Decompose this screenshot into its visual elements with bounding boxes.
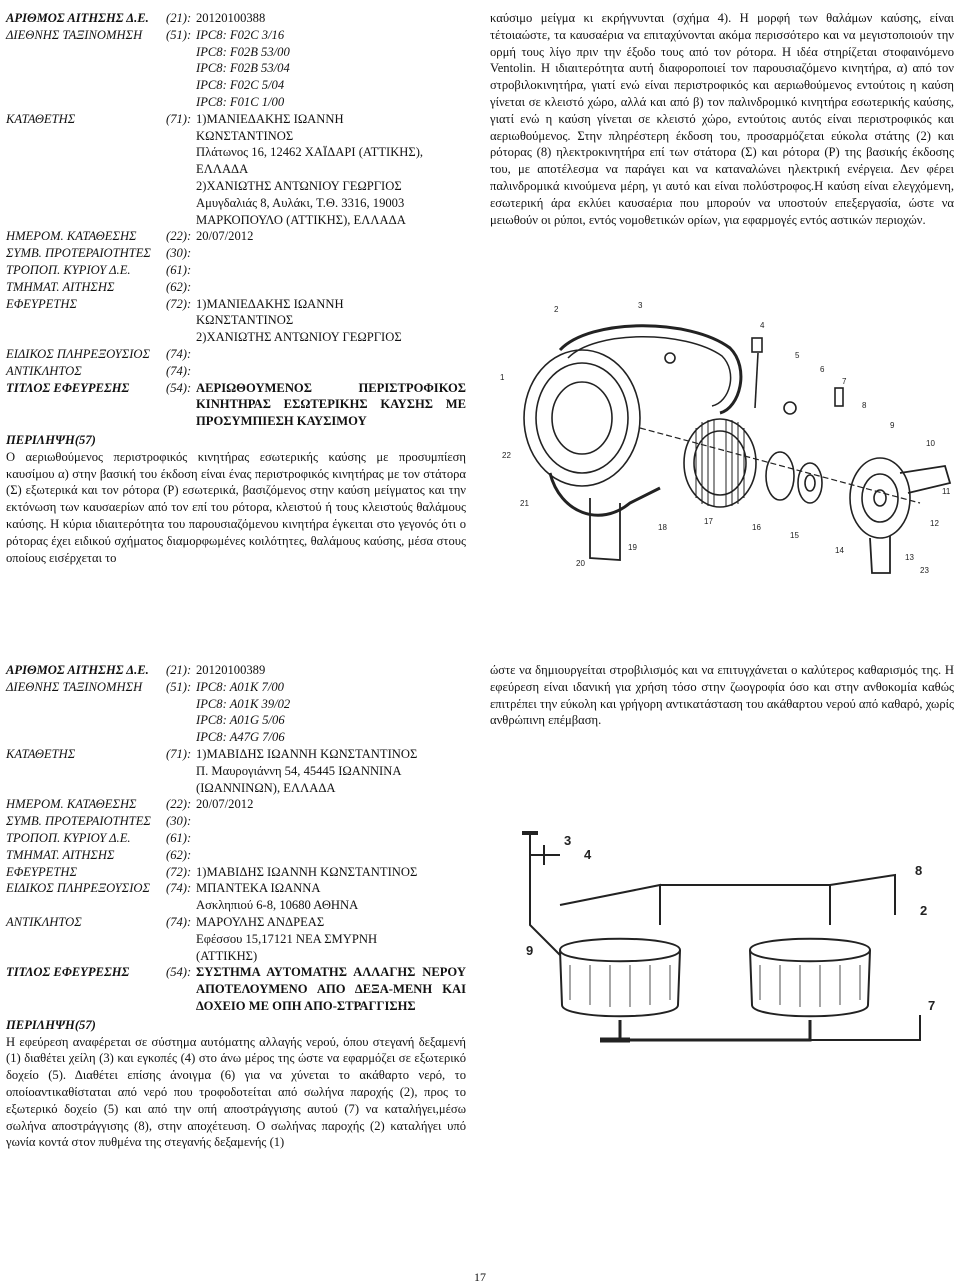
applicant-label: ΚΑΤΑΘΕΤΗΣ	[6, 746, 76, 761]
entry2-div-row	[6, 847, 466, 864]
entry2-abstract-continued	[490, 662, 954, 729]
ipc-label: ΔΙΕΘΝΗΣ ΤΑΞΙΝΟΜΗΣΗ	[6, 679, 143, 694]
ipc-code: (51):	[166, 679, 192, 694]
figure-label: 4	[584, 847, 592, 862]
abstract-heading: ΠΕΡΙΛΗΨΗ(57)	[6, 1017, 96, 1032]
date-code: (22):	[166, 229, 192, 244]
applicant-line: (ΙΩΑΝΝΙΝΩΝ), ΕΛΛΑΔΑ	[196, 780, 336, 795]
entry1-metadata	[6, 10, 466, 566]
applicant-code: (71):	[166, 111, 192, 126]
figure-label: 12	[930, 519, 939, 528]
drain-pipe	[620, 1020, 810, 1040]
inventor-code: (72):	[166, 296, 192, 311]
ipc-value: IPC8: F02C 5/04	[196, 78, 285, 93]
figure-label: 9	[526, 943, 534, 958]
stator-housing	[524, 350, 640, 486]
ipc-value: IPC8: A01K 39/02	[196, 696, 291, 711]
entry1-date-row	[6, 228, 466, 245]
modification-label: ΤΡΟΠΟΠ. ΚΥΡΙΟΥ Δ.Ε.	[6, 262, 131, 277]
app-number-label: ΑΡΙΘΜΟΣ ΑΙΤΗΣΗΣ Δ.Ε.	[6, 11, 149, 25]
proxy-code: (74):	[166, 346, 192, 361]
figure-label: 10	[926, 439, 935, 448]
figure-label: 3	[638, 301, 643, 310]
applicant-line: 2)ΧΑΝΙΩΤΗΣ ΑΝΤΩΝΙΟΥ ΓΕΩΡΓΙΟΣ	[196, 178, 402, 193]
title-label: ΤΙΤΛΟΣ ΕΦΕΥΡΕΣΗΣ	[6, 965, 130, 980]
figure-label: 4	[760, 321, 765, 330]
applicant-list	[196, 746, 466, 796]
entry2-date-row	[6, 796, 466, 813]
abstract-text-continued: ώστε να δημιουργείται στροβιλισμός και να επιτυγχάνεται ο καλύτερος καθαρισμός της. Η εφεύρεση είναι ιδανική για χρήση τόσο στην ζωογροφία όσο και στην ανθοκομία καθώς επιτρέπει την εύκολη και γρήγορη αντικατάσταση του ακάθαρτου νερού από καθαρό, χωρίς ανθρώπινη επέμβαση.	[490, 663, 954, 728]
figure-label: 7	[928, 998, 936, 1013]
figure-label: 21	[520, 499, 529, 508]
figure-label: 2	[920, 903, 928, 918]
inventor-line: 2)ΧΑΝΙΩΤΗΣ ΑΝΤΩΝΙΟΥ ΓΕΩΡΓΙΟΣ	[196, 330, 402, 345]
date-label: ΗΜΕΡΟΜ. ΚΑΤΑΘΕΣΗΣ	[6, 797, 137, 812]
figure-label: 9	[890, 421, 895, 430]
entry1-priority-row	[6, 245, 466, 262]
entry1-rep-row	[6, 363, 466, 380]
abstract-heading: ΠΕΡΙΛΗΨΗ(57)	[6, 432, 96, 447]
app-number-value: 20120100389	[196, 663, 266, 677]
ipc-label: ΔΙΕΘΝΗΣ ΤΑΞΙΝΟΜΗΣΗ	[6, 27, 143, 42]
inventor-line: ΚΩΝΣΤΑΝΤΙΝΟΣ	[196, 313, 294, 328]
representative-code: (74):	[166, 363, 192, 378]
entry2-rep-row	[6, 914, 466, 964]
entry1-title-row	[6, 380, 466, 430]
ipc-code: (51):	[166, 27, 192, 42]
water-system-drawing	[500, 815, 950, 1060]
entry2-inventor-row	[6, 864, 466, 881]
title-code: (54):	[166, 380, 192, 395]
figure-label: 22	[502, 451, 511, 460]
abstract-text-continued: καύσιμο μείγμα κι εκρήγνυνται (σχήμα 4). Η μορφή των θαλάμων καύσης, είναι τέτοιαώστε, τα καυσαέρια να επιταχύνονται ακόμα περισσότερο και να μεγιστοποιούν την ορμή τους λίγο πριν την έξοδο τους από τον ρότορα. Η ιδέα στηρίζεται στοφαινόμενο Ventolin. Η ιδιαιτερότητα αυτή διαφοροποιεί τον παρουσιαζόμενο κινητήρα, α) από τον στροβιλοκινητήρα, γιατί ενώ είναι περιστροφικός και αεριωθούμενος εντούτοις η καύση γίνεται σε κλειστό χώρο, αλλά και από β) τον παλινδρομικό κινητήρα εσωτερικής καύσης, γιατί ενώ η καύση γίνεται σε κλειστό χώρο, εντούτοις αυτός είναι περιστροφικός και αεριωθούμενος. Στην πληρέστερη έκδοση του, προσαρμόζεται εύκολα στάτης (2) και ρότορας (8) ηλεκτροκινητήρα επί των στάτορα (Σ) και ρότορα (Ρ) της βασικής έκδοσης του, με αποτέλεσμα να παράγει και να καταναλώνει ηλεκτρική ενέργεια. Δεν φέρει παλινδρομικά κινούμενα μέρη, γι αυτό και είναι πολύστροφος.Η καύση είναι ελεγχόμενη, εσωτερική άρα εκλύει καυσαέρια που μπορούν να υποστούν επεξεργασία, ώστε να μειωθούν οι ρύποι, εντός νομοθετικών ορίων, για εφαρμογές εντός αστικών περιοχών.	[490, 11, 954, 227]
entry2-metadata	[6, 662, 466, 1151]
inventor-list	[196, 864, 466, 881]
tank-left	[560, 939, 680, 1017]
ipc-list	[196, 27, 466, 111]
figure-label: 14	[835, 546, 844, 555]
entry2-app-row	[6, 662, 466, 679]
applicant-label: ΚΑΤΑΘΕΤΗΣ	[6, 111, 76, 126]
abstract-text: Ο αεριωθούμενος περιστροφικός κινητήρας εσωτερικής καύσης με προσυμπίεση καυσίμου α) στην βασική του έκδοση είναι ένας περιστροφικός κινητήρας με τον στάτορα (Σ) εξωτερικά και τον ρότορα (Ρ) εσωτερικά, βασιζόμενος στην καύση μείγματος και την εκτόνωση των καυσαερίων από τον επί του ρότορα, κλειστού ή τους κλειστούς θαλάμους καύσης. Η κύρια ιδιαιτερότητα του παρουσιαζόμενου κινητήρα έγκειται στο γεγονός ότι ο ρότορας έχει ειδικού σχήματος διαμορφωμένες κοιλότητες, θαλάμους καύσης, μέσα στους οποίους εισέρχεται το	[6, 449, 466, 565]
applicant-line: 1)ΜΑΒΙΔΗΣ ΙΩΑΝΝΗ ΚΩΝΣΤΑΝΤΙΝΟΣ	[196, 746, 418, 761]
figure-label: 18	[658, 523, 667, 532]
entry1-applicant-row	[6, 111, 466, 229]
proxy-line: ΜΠΑΝΤΕΚΑ ΙΩΑΝΝΑ	[196, 881, 321, 896]
division-label: ΤΜΗΜΑΤ. ΑΙΤΗΣΗΣ	[6, 847, 115, 862]
figure-label: 19	[628, 543, 637, 552]
priority-label: ΣΥΜΒ. ΠΡΟΤΕΡΑΙΟΤΗΤΕΣ	[6, 814, 151, 829]
entry1-proxy-row	[6, 346, 466, 363]
entry1-app-row	[6, 10, 466, 27]
applicant-line: Π. Μαυρογιάννη 54, 45445 ΙΩΑΝΝΙΝΑ	[196, 763, 402, 778]
app-number-label: ΑΡΙΘΜΟΣ ΑΙΤΗΣΗΣ Δ.Ε.	[6, 663, 149, 677]
applicant-line: ΕΛΛΑΔΑ	[196, 162, 249, 177]
division-label: ΤΜΗΜΑΤ. ΑΙΤΗΣΗΣ	[6, 279, 115, 294]
representative-line: (ΑΤΤΙΚΗΣ)	[196, 948, 258, 963]
entry1-ipc-row	[6, 27, 466, 111]
entry2-priority-row	[6, 813, 466, 830]
figure-label: 13	[905, 553, 914, 562]
date-value: 20/07/2012	[196, 797, 254, 812]
modification-code: (61):	[166, 262, 192, 277]
applicant-line: ΜΑΡΚΟΠΟΥΛΟ (ΑΤΤΙΚΗΣ), ΕΛΛΑΔΑ	[196, 212, 406, 227]
division-code: (62):	[166, 847, 192, 862]
entry1-mod-row	[6, 262, 466, 279]
proxy-line: Ασκληπιού 6-8, 10680 ΑΘΗΝΑ	[196, 898, 359, 913]
entry2-ipc-row	[6, 679, 466, 746]
date-code: (22):	[166, 797, 192, 812]
figure-label: 7	[842, 377, 847, 386]
entry1-div-row	[6, 279, 466, 296]
inventor-label: ΕΦΕΥΡΕΤΗΣ	[6, 296, 77, 311]
entry2-mod-row	[6, 830, 466, 847]
abstract-text: Η εφεύρεση αναφέρεται σε σύστημα αυτόματης αλλαγής νερού, όπου στεγανή δεξαμενή (1) διαθέτει χείλη (3) και εγκοπές (4) στο άνω μέρος της ώστε να εφαρμόζει σε εξωτερικό δοχείο (5). Διαθέτει επίσης άνοιγμα (6) για να χύνεται το ακάθαρτο νερό, το οποίοαντικαθίσταται από νερό που τροφοδοτείται από σωλήνα παροχής (2), προς το εξωτερικό δοχείο (5) και από την οπή αποστράγγισης αυτού (7) να καταλήγει,μέσω σωλήνα αποστράγγισης (8), στην αποχέτευση. Ο σωλήνας παροχής (2) καταλήγει υπό γωνία κοντά στον πυθμένα της στεγανής δεξαμενής (1)	[6, 1034, 466, 1150]
entry1-abstract-continued	[490, 10, 954, 228]
representative-list	[196, 914, 466, 964]
invention-title: ΑΕΡΙΩΘΟΥΜΕΝΟΣ ΠΕΡΙΣΤΡΟΦΙΚΟΣ ΚΙΝΗΤΗΡΑΣ ΕΣΩΤΕΡΙΚΗΣ ΚΑΥΣΗΣ ΜΕ ΠΡΟΣΥΜΠΙΕΣΗ ΚΑΥΣΙΜΟΥ	[196, 380, 466, 429]
app-number-code: (21):	[166, 11, 192, 25]
figure-label: 6	[820, 365, 825, 374]
applicant-line: ΚΩΝΣΤΑΝΤΙΝΟΣ	[196, 128, 294, 143]
division-code: (62):	[166, 279, 192, 294]
representative-label: ΑΝΤΙΚΛΗΤΟΣ	[6, 914, 82, 929]
figure-label: 8	[862, 401, 867, 410]
figure-label: 15	[790, 531, 799, 540]
inventor-code: (72):	[166, 864, 192, 879]
ipc-value: IPC8: A01K 7/00	[196, 679, 284, 694]
inventor-line: 1)ΜΑΒΙΔΗΣ ΙΩΑΝΝΗ ΚΩΝΣΤΑΝΤΙΝΟΣ	[196, 864, 418, 879]
figure-label: 11	[942, 487, 951, 496]
figure-label: 8	[915, 863, 923, 878]
applicant-line: 1)ΜΑΝΙΕΔΑΚΗΣ ΙΩΑΝΝΗ	[196, 111, 344, 126]
entry2-title-row	[6, 964, 466, 1014]
app-number-value: 20120100388	[196, 11, 266, 25]
date-value: 20/07/2012	[196, 229, 254, 244]
entry2-applicant-row	[6, 746, 466, 796]
date-label: ΗΜΕΡΟΜ. ΚΑΤΑΘΕΣΗΣ	[6, 229, 137, 244]
invention-title: ΣΥΣΤΗΜΑ ΑΥΤΟΜΑΤΗΣ ΑΛΛΑΓΗΣ ΝΕΡΟΥ ΑΠΟΤΕΛΟΥΜΕΝΟ ΑΠΟ ΔΕΞΑ-ΜΕΝΗ ΚΑΙ ΔΟΧΕΙΟ ΜΕ ΟΠΗ ΑΠΟ-ΣΤΡΑΓΓΙΣΗΣ	[196, 965, 466, 1013]
title-label: ΤΙΤΛΟΣ ΕΦΕΥΡΕΣΗΣ	[6, 380, 130, 395]
figure-label: 20	[576, 559, 585, 568]
ipc-value: IPC8: F01C 1/00	[196, 94, 285, 109]
inventor-list	[196, 296, 466, 346]
modification-code: (61):	[166, 830, 192, 845]
applicant-line: Αμυγδαλιάς 8, Αυλάκι, Τ.Θ. 3316, 19003	[196, 195, 405, 210]
figure-label: 3	[564, 833, 572, 848]
figure-label: 23	[920, 566, 929, 575]
applicant-code: (71):	[166, 746, 192, 761]
proxy-list	[196, 880, 466, 914]
entry1-inventor-row	[6, 296, 466, 346]
proxy-code: (74):	[166, 881, 192, 896]
ipc-value: IPC8: F02B 53/00	[196, 44, 290, 59]
ipc-value: IPC8: A47G 7/06	[196, 730, 285, 745]
modification-label: ΤΡΟΠΟΠ. ΚΥΡΙΟΥ Δ.Ε.	[6, 830, 131, 845]
title-code: (54):	[166, 965, 192, 980]
priority-code: (30):	[166, 814, 192, 829]
page-number: 17	[474, 1270, 486, 1284]
ipc-value: IPC8: F02B 53/04	[196, 61, 290, 76]
ipc-list	[196, 679, 466, 746]
proxy-label: ΕΙΔΙΚΟΣ ΠΛΗΡΕΞΟΥΣΙΟΣ	[6, 346, 150, 361]
priority-code: (30):	[166, 246, 192, 261]
figure-label: 17	[704, 517, 713, 526]
ipc-value: IPC8: A01G 5/06	[196, 713, 285, 728]
representative-code: (74):	[166, 914, 192, 929]
applicant-list	[196, 111, 466, 229]
figure-label: 1	[500, 373, 505, 382]
figure-label: 16	[752, 523, 761, 532]
app-number-code: (21):	[166, 663, 192, 677]
priority-label: ΣΥΜΒ. ΠΡΟΤΕΡΑΙΟΤΗΤΕΣ	[6, 246, 151, 261]
inventor-label: ΕΦΕΥΡΕΤΗΣ	[6, 864, 77, 879]
inventor-line: 1)ΜΑΝΙΕΔΑΚΗΣ ΙΩΑΝΝΗ	[196, 296, 344, 311]
representative-line: Εφέσσου 15,17121 ΝΕΑ ΣΜΥΡΝΗ	[196, 931, 378, 946]
tank-right	[750, 939, 870, 1017]
entry2-proxy-row	[6, 880, 466, 914]
ipc-value: IPC8: F02C 3/16	[196, 27, 285, 42]
proxy-label: ΕΙΔΙΚΟΣ ΠΛΗΡΕΞΟΥΣΙΟΣ	[6, 881, 150, 896]
figure-label: 2	[554, 305, 559, 314]
applicant-line: Πλάτωνος 16, 12462 ΧΑΪΔΑΡΙ (ΑΤΤΙΚΗΣ),	[196, 145, 424, 160]
engine-exploded-drawing	[490, 298, 960, 580]
figure-label: 5	[795, 351, 800, 360]
representative-line: ΜΑΡΟΥΛΗΣ ΑΝΔΡΕΑΣ	[196, 914, 325, 929]
representative-label: ΑΝΤΙΚΛΗΤΟΣ	[6, 363, 82, 378]
